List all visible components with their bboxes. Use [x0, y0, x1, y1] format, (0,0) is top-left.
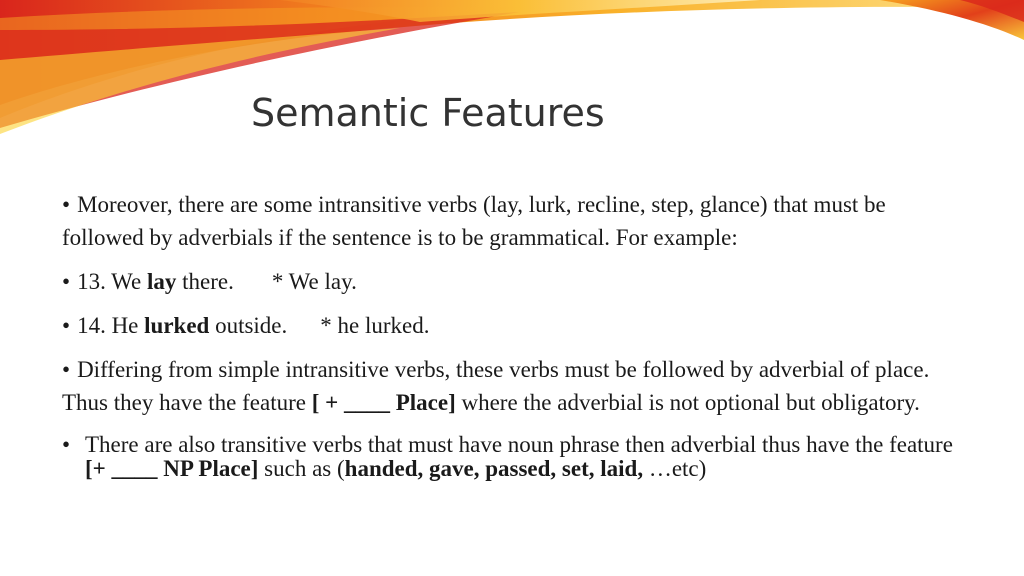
verb-examples: handed, gave, passed, set, laid, [344, 456, 644, 481]
bullet-example-13 [62, 265, 967, 298]
bullet-intransitive-verbs [62, 188, 967, 254]
example-ungrammatical: * he lurked. [320, 313, 430, 338]
bullet-text-b: where the adverbial is not optional but obligatory. [455, 390, 920, 415]
feature-notation: [ + ____ Place] [311, 390, 456, 415]
slide-body [62, 188, 967, 481]
bullet-text-b: such as ( [258, 456, 345, 481]
bullet-text-c: …etc) [643, 456, 707, 481]
bullet-dot: • [62, 313, 71, 338]
bullet-example-14 [62, 309, 967, 342]
bullet-text-a: Differing from simple intransitive verbs, these verbs must be followed by adverbial of place. Thus they have the feature [62, 357, 930, 415]
feature-notation: [+ ____ NP Place] [85, 456, 259, 481]
bullet-transitive-verbs [62, 433, 967, 481]
example-prefix: 14. He [77, 313, 145, 338]
example-bold-verb: lurked [144, 313, 210, 338]
example-prefix: 13. We [77, 269, 147, 294]
bullet-text-a: There are also transitive verbs that must have noun phrase then adverbial thus have the feature [85, 432, 953, 457]
bullet-dot: • [62, 269, 71, 294]
bullet-dot: • [62, 192, 71, 217]
bullet-dot: • [62, 357, 71, 382]
example-suffix: there. [176, 269, 234, 294]
bullet-text: Moreover, there are some intransitive verbs (lay, lurk, recline, step, glance) that must be followed by adverbials if the sentence is to be grammatical. For example: [62, 192, 886, 250]
example-suffix: outside. [209, 313, 288, 338]
bullet-place-feature [62, 353, 967, 419]
bullet-dot: • [62, 432, 71, 457]
slide-title: Semantic Features [251, 91, 605, 135]
example-bold-verb: lay [146, 269, 177, 294]
example-ungrammatical: * We lay. [271, 269, 357, 294]
